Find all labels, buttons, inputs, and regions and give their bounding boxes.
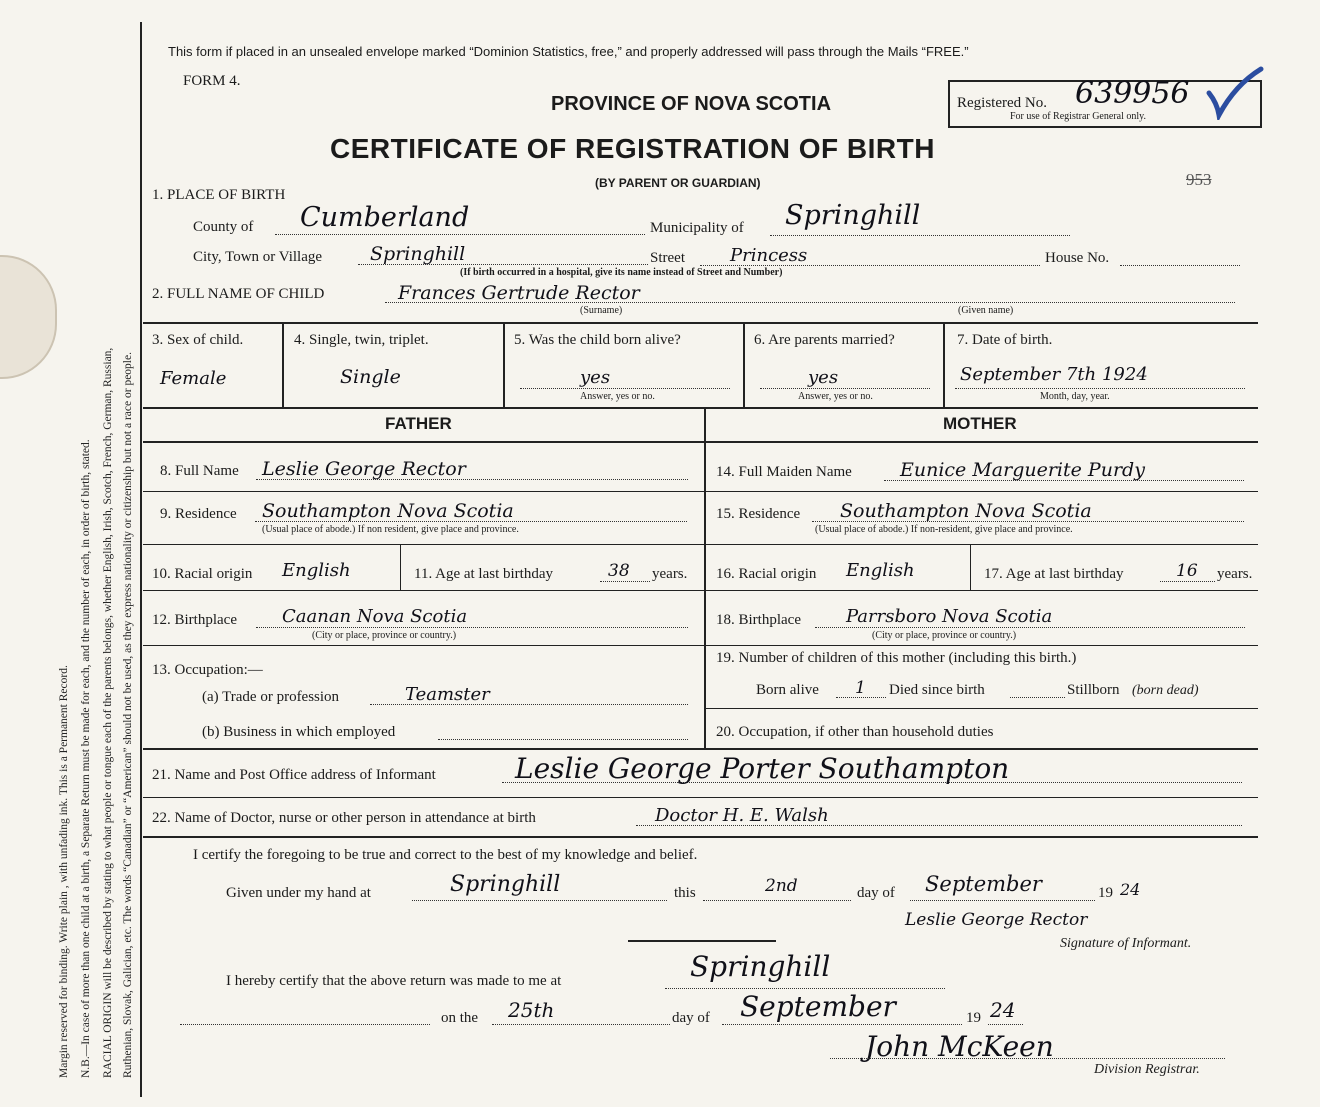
father-birthplace-label: 12. Birthplace bbox=[152, 612, 237, 628]
certify-month-value: September bbox=[925, 872, 1042, 896]
municipality-value: Springhill bbox=[785, 200, 921, 231]
given-under-label: Given under my hand at bbox=[226, 885, 371, 901]
mother-residence-label: 15. Residence bbox=[716, 506, 801, 522]
side-note-2: N.B.—In case of more than one child at a birth, a Separate Return must be made for each, and the number of each, in order of birth, stated. bbox=[80, 439, 92, 1078]
father-name-label: 8. Full Name bbox=[160, 463, 239, 479]
registrar-certify-text: I hereby certify that the above return was made to me at bbox=[226, 973, 562, 989]
place-of-birth-label: 1. PLACE OF BIRTH bbox=[152, 187, 286, 203]
father-race-label: 10. Racial origin bbox=[152, 566, 253, 582]
father-age-label: 11. Age at last birthday bbox=[414, 566, 553, 582]
certificate-subtitle: (BY PARENT OR GUARDIAN) bbox=[595, 176, 761, 190]
registrar-day-of-label: day of bbox=[672, 1010, 710, 1026]
municipality-label: Municipality of bbox=[650, 220, 744, 236]
registrar-year-prefix: 19 bbox=[966, 1010, 981, 1026]
mail-notice: This form if placed in an unsealed envelope marked “Dominion Statistics, free,” and properly addressed will pass through the Mails “FREE.” bbox=[168, 44, 969, 59]
registrar-signature: John McKeen bbox=[865, 1030, 1054, 1063]
registrar-on-the-label: on the bbox=[441, 1010, 479, 1026]
sex-value: Female bbox=[160, 368, 227, 389]
child-name-value: Frances Gertrude Rector bbox=[398, 282, 640, 304]
province-heading: PROVINCE OF NOVA SCOTIA bbox=[551, 93, 832, 115]
corner-number: 953 bbox=[1186, 170, 1212, 189]
hospital-note: (If birth occurred in a hospital, give its name instead of Street and Number) bbox=[460, 267, 783, 278]
date-of-birth-value: September 7th 1924 bbox=[960, 364, 1148, 385]
trade-value: Teamster bbox=[405, 684, 490, 705]
registrar-day-value: 25th bbox=[508, 998, 555, 1022]
certify-day-of-label: day of bbox=[857, 885, 895, 901]
form-number: FORM 4. bbox=[183, 73, 241, 89]
side-note-4: Ruthenian, Slovak, Galician, etc. The words “Canadian” or “American” should not be used, as they express nationality or citizenship but not a race or people. bbox=[122, 352, 134, 1078]
registrar-year-value: 24 bbox=[990, 998, 1016, 1022]
mother-occupation-label: 20. Occupation, if other than household duties bbox=[716, 724, 994, 740]
registered-number: 639956 bbox=[1075, 76, 1190, 111]
certify-day-value: 2nd bbox=[765, 876, 798, 896]
born-alive-count-label: Born alive bbox=[756, 682, 819, 698]
father-name-value: Leslie George Rector bbox=[262, 458, 466, 480]
side-note-1: Margin reserved for binding. Write plain , with unfading ink. This is a Permanent Record. bbox=[58, 665, 70, 1078]
mother-residence-value: Southampton Nova Scotia bbox=[840, 500, 1092, 522]
street-label: Street bbox=[650, 250, 685, 266]
checkmark-icon bbox=[1205, 65, 1265, 120]
doctor-value: Doctor H. E. Walsh bbox=[655, 805, 829, 826]
mother-name-label: 14. Full Maiden Name bbox=[716, 464, 852, 480]
margin-rule bbox=[140, 22, 142, 1097]
father-years-label: years. bbox=[652, 566, 688, 582]
certify-text: I certify the foregoing to be true and correct to the best of my knowledge and belief. bbox=[193, 847, 698, 863]
mother-birthplace-note: (City or place, province or country.) bbox=[872, 630, 1017, 641]
occupation-label: 13. Occupation:— bbox=[152, 662, 263, 678]
father-residence-label: 9. Residence bbox=[160, 506, 237, 522]
street-value: Princess bbox=[730, 245, 808, 266]
registrar-only-note: For use of Registrar General only. bbox=[1010, 111, 1146, 122]
born-alive-note: Answer, yes or no. bbox=[580, 391, 655, 402]
certify-year-prefix: 19 bbox=[1098, 885, 1113, 901]
certify-year-value: 24 bbox=[1120, 880, 1141, 899]
mother-birthplace-value: Parrsboro Nova Scotia bbox=[846, 606, 1053, 627]
doctor-label: 22. Name of Doctor, nurse or other person in attendance at birth bbox=[152, 810, 536, 826]
informant-signature: Leslie George Rector bbox=[905, 910, 1088, 930]
informant-signature-label: Signature of Informant. bbox=[1060, 936, 1192, 951]
given-name-caption: (Given name) bbox=[958, 305, 1014, 316]
parents-married-value: yes bbox=[808, 367, 839, 388]
county-label: County of bbox=[193, 219, 254, 235]
stillborn-note: (born dead) bbox=[1132, 683, 1199, 698]
parents-married-label: 6. Are parents married? bbox=[754, 332, 895, 348]
mother-name-value: Eunice Marguerite Purdy bbox=[900, 459, 1145, 481]
trade-label: (a) Trade or profession bbox=[202, 689, 340, 705]
informant-label: 21. Name and Post Office address of Informant bbox=[152, 767, 436, 783]
plurality-label: 4. Single, twin, triplet. bbox=[294, 332, 429, 348]
mother-birthplace-label: 18. Birthplace bbox=[716, 612, 801, 628]
died-since-birth-label: Died since birth bbox=[889, 682, 985, 698]
father-abode-note: (Usual place of abode.) If non resident, give place and province. bbox=[262, 524, 519, 535]
mother-age-value: 16 bbox=[1176, 561, 1198, 581]
informant-value: Leslie George Porter Southampton bbox=[515, 752, 1010, 785]
division-registrar-label: Division Registrar. bbox=[1094, 1062, 1200, 1077]
father-race-value: English bbox=[282, 560, 351, 581]
stillborn-label: Stillborn bbox=[1067, 682, 1120, 698]
sex-label: 3. Sex of child. bbox=[152, 332, 244, 348]
registrar-month-value: September bbox=[740, 990, 896, 1023]
mother-age-label: 17. Age at last birthday bbox=[984, 566, 1124, 582]
certify-this-label: this bbox=[674, 885, 696, 901]
born-alive-label: 5. Was the child born alive? bbox=[514, 332, 681, 348]
mother-race-label: 16. Racial origin bbox=[716, 566, 817, 582]
father-residence-value: Southampton Nova Scotia bbox=[262, 500, 514, 522]
mother-heading: MOTHER bbox=[943, 414, 1017, 433]
house-no-label: House No. bbox=[1045, 250, 1110, 266]
city-label: City, Town or Village bbox=[193, 249, 323, 265]
county-value: Cumberland bbox=[300, 202, 470, 233]
child-name-label: 2. FULL NAME OF CHILD bbox=[152, 286, 325, 302]
surname-caption: (Surname) bbox=[580, 305, 623, 316]
father-birthplace-value: Caanan Nova Scotia bbox=[282, 606, 468, 627]
punch-hole bbox=[0, 255, 57, 379]
parents-married-note: Answer, yes or no. bbox=[798, 391, 873, 402]
mother-years-label: years. bbox=[1217, 566, 1253, 582]
plurality-value: Single bbox=[340, 366, 401, 388]
born-alive-value: yes bbox=[580, 367, 611, 388]
father-age-value: 38 bbox=[608, 561, 630, 581]
date-of-birth-note: Month, day, year. bbox=[1040, 391, 1110, 402]
father-birthplace-note: (City or place, province or country.) bbox=[312, 630, 457, 641]
registrar-place-value: Springhill bbox=[690, 950, 831, 983]
certify-place-value: Springhill bbox=[450, 872, 561, 897]
children-count-label: 19. Number of children of this mother (including this birth.) bbox=[716, 650, 1077, 666]
father-heading: FATHER bbox=[385, 414, 452, 433]
city-value: Springhill bbox=[370, 243, 466, 265]
certificate-title: CERTIFICATE OF REGISTRATION OF BIRTH bbox=[330, 133, 935, 164]
registered-label: Registered No. bbox=[957, 95, 1047, 111]
born-alive-count-value: 1 bbox=[855, 678, 866, 698]
date-of-birth-label: 7. Date of birth. bbox=[957, 332, 1053, 348]
mother-race-value: English bbox=[846, 560, 915, 581]
side-note-3: RACIAL ORIGIN will be described by stating to what people or tongue each of the parents belongs, whether English, Irish, Scotch, French, German, Russian, bbox=[102, 347, 114, 1078]
mother-abode-note: (Usual place of abode.) If non-resident, give place and province. bbox=[815, 524, 1073, 535]
business-label: (b) Business in which employed bbox=[202, 724, 396, 740]
